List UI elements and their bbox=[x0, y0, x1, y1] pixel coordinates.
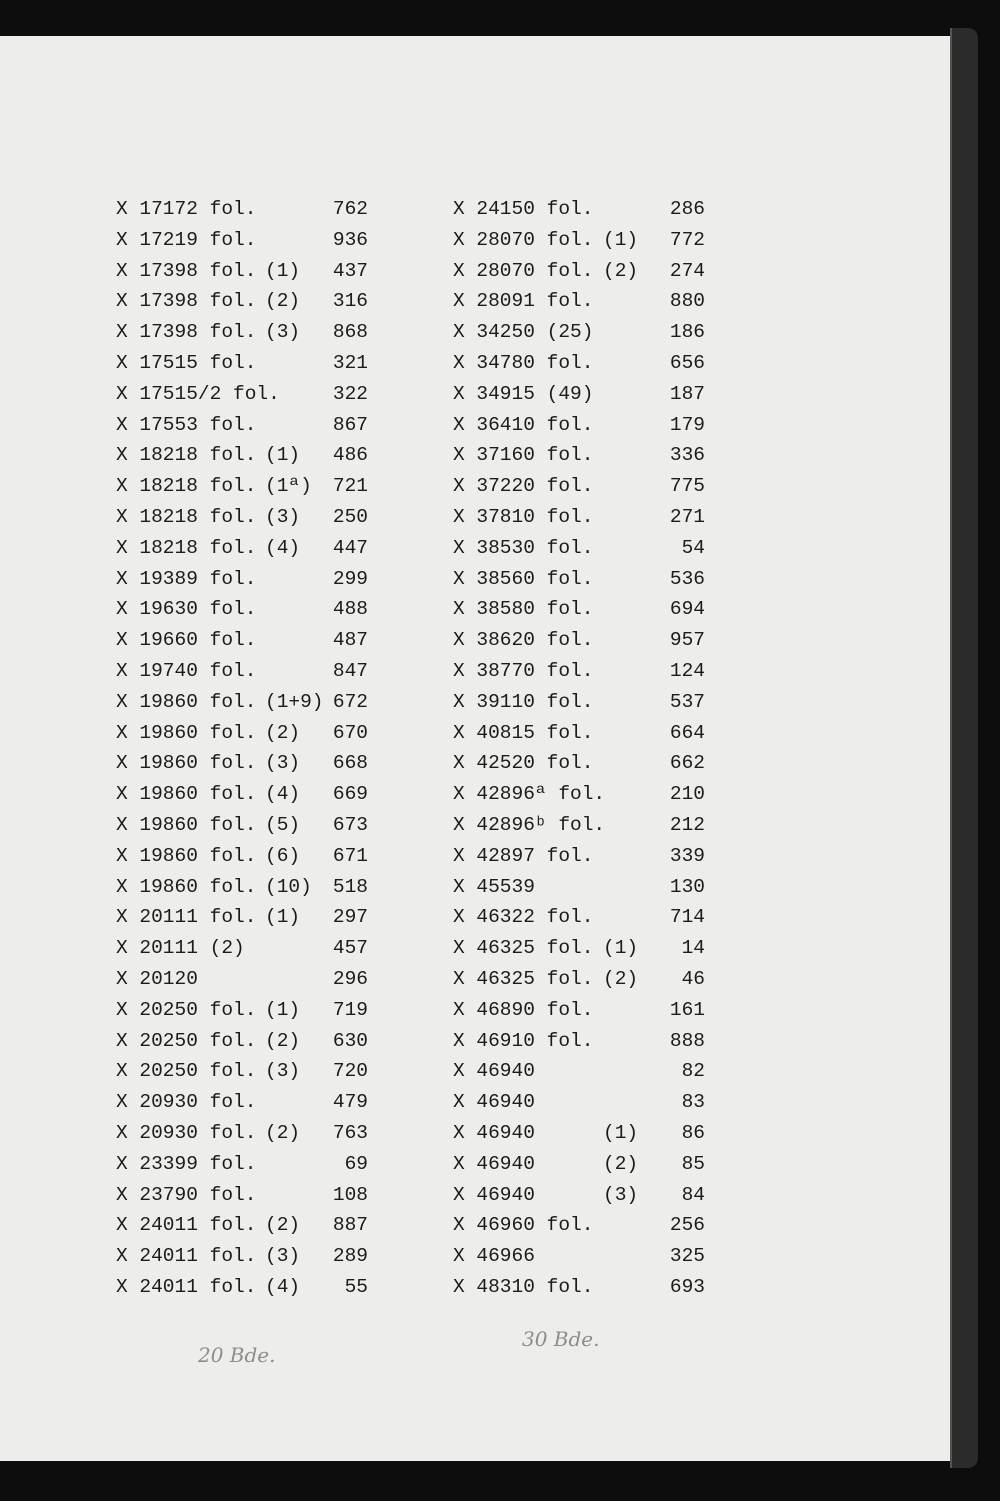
reference-number: 714 bbox=[669, 906, 705, 929]
reference-number: 289 bbox=[332, 1245, 368, 1268]
shelfmark: X 17398 fol. bbox=[116, 321, 257, 344]
shelfmark: X 40815 fol. bbox=[453, 721, 594, 744]
shelfmark: X 46940 bbox=[453, 1183, 535, 1206]
reference-number: 887 bbox=[332, 1214, 368, 1237]
shelfmark: X 38560 fol. bbox=[453, 567, 594, 590]
part-number: (1) bbox=[265, 998, 301, 1021]
reference-number: 82 bbox=[681, 1060, 705, 1083]
shelfmark: X 42520 fol. bbox=[453, 752, 594, 775]
reference-number: 130 bbox=[669, 875, 705, 898]
shelfmark: X 19860 fol. bbox=[116, 752, 257, 775]
reference-number: 479 bbox=[332, 1091, 368, 1114]
reference-number: 316 bbox=[332, 290, 368, 313]
reference-number: 693 bbox=[669, 1275, 705, 1298]
reference-number: 673 bbox=[332, 813, 368, 836]
reference-number: 671 bbox=[332, 844, 368, 867]
reference-number: 83 bbox=[681, 1091, 705, 1114]
reference-number: 296 bbox=[332, 967, 368, 990]
book-spine bbox=[950, 28, 978, 1468]
reference-number: 86 bbox=[681, 1121, 705, 1144]
reference-number: 721 bbox=[332, 475, 368, 498]
shelfmark: X 42896ᵇ fol. bbox=[453, 813, 606, 836]
part-number: (3) bbox=[265, 505, 301, 528]
reference-number: 85 bbox=[681, 1152, 705, 1175]
shelfmark: X 20250 fol. bbox=[116, 1029, 257, 1052]
reference-number: 14 bbox=[681, 937, 705, 960]
reference-number: 437 bbox=[332, 259, 368, 282]
part-number: (4) bbox=[265, 536, 301, 559]
reference-number: 297 bbox=[332, 906, 368, 929]
reference-number: 668 bbox=[332, 752, 368, 775]
shelfmark: X 23790 fol. bbox=[116, 1183, 257, 1206]
shelfmark: X 20250 fol. bbox=[116, 1060, 257, 1083]
reference-number: 868 bbox=[332, 321, 368, 344]
part-number: (1) bbox=[265, 259, 301, 282]
part-number: (3) bbox=[265, 1060, 301, 1083]
shelfmark: X 19389 fol. bbox=[116, 567, 257, 590]
reference-number: 179 bbox=[669, 413, 705, 436]
reference-number: 325 bbox=[669, 1245, 705, 1268]
part-number: (2) bbox=[603, 967, 639, 990]
reference-number: 488 bbox=[332, 598, 368, 621]
part-number: (1) bbox=[603, 937, 639, 960]
reference-number: 719 bbox=[332, 998, 368, 1021]
shelfmark: X 38620 fol. bbox=[453, 629, 594, 652]
reference-number: 775 bbox=[669, 475, 705, 498]
reference-number: 720 bbox=[332, 1060, 368, 1083]
shelfmark: X 19630 fol. bbox=[116, 598, 257, 621]
reference-number: 772 bbox=[669, 228, 705, 251]
shelfmark: X 17398 fol. bbox=[116, 259, 257, 282]
shelfmark: X 24150 fol. bbox=[453, 198, 594, 220]
shelfmark: X 20930 fol. bbox=[116, 1091, 257, 1114]
shelfmark: X 20250 fol. bbox=[116, 998, 257, 1021]
part-number: (1+9) bbox=[265, 690, 324, 713]
part-number: (2) bbox=[603, 259, 639, 282]
reference-number: 46 bbox=[681, 967, 705, 990]
shelfmark: X 46940 bbox=[453, 1091, 535, 1114]
reference-number: 447 bbox=[332, 536, 368, 559]
shelfmark: X 17172 fol. bbox=[116, 198, 257, 220]
shelfmark: X 48310 fol. bbox=[453, 1275, 594, 1298]
part-number: (2) bbox=[265, 1121, 301, 1144]
reference-number: 670 bbox=[332, 721, 368, 744]
reference-number: 339 bbox=[669, 844, 705, 867]
shelfmark: X 36410 fol. bbox=[453, 413, 594, 436]
reference-number: 763 bbox=[332, 1121, 368, 1144]
shelfmark: X 20930 fol. bbox=[116, 1121, 257, 1144]
reference-number: 336 bbox=[669, 444, 705, 467]
reference-number: 124 bbox=[669, 659, 705, 682]
part-number: (10) bbox=[265, 875, 312, 898]
shelfmark: X 42897 fol. bbox=[453, 844, 594, 867]
part-number: (2) bbox=[265, 1214, 301, 1237]
reference-number: 664 bbox=[669, 721, 705, 744]
shelfmark: X 17515 fol. bbox=[116, 351, 257, 374]
reference-number: 108 bbox=[332, 1183, 368, 1206]
shelfmark: X 18218 fol. bbox=[116, 505, 257, 528]
reference-number: 486 bbox=[332, 444, 368, 467]
reference-number: 457 bbox=[332, 937, 368, 960]
reference-number: 299 bbox=[332, 567, 368, 590]
shelfmark: X 19860 fol. bbox=[116, 721, 257, 744]
part-number: (1ª) bbox=[265, 475, 312, 498]
reference-number: 536 bbox=[669, 567, 705, 590]
shelfmark: X 28091 fol. bbox=[453, 290, 594, 313]
part-number: (5) bbox=[265, 813, 301, 836]
part-number: (1) bbox=[265, 444, 301, 467]
shelfmark: X 46890 fol. bbox=[453, 998, 594, 1021]
reference-number: 867 bbox=[332, 413, 368, 436]
shelfmark: X 19860 fol. bbox=[116, 875, 257, 898]
shelfmark: X 18218 fol. bbox=[116, 536, 257, 559]
shelfmark: X 18218 fol. bbox=[116, 444, 257, 467]
part-number: (1) bbox=[265, 906, 301, 929]
part-number: (4) bbox=[265, 1275, 301, 1298]
reference-number: 69 bbox=[344, 1152, 368, 1175]
shelfmark: X 19740 fol. bbox=[116, 659, 257, 682]
shelfmark: X 46960 fol. bbox=[453, 1214, 594, 1237]
part-number: (1) bbox=[603, 1121, 639, 1144]
reference-number: 669 bbox=[332, 783, 368, 806]
part-number: (2) bbox=[265, 721, 301, 744]
shelfmark: X 24011 fol. bbox=[116, 1275, 257, 1298]
handwritten-note-right: 30 Bde. bbox=[522, 1327, 600, 1351]
reference-number: 936 bbox=[332, 228, 368, 251]
reference-number: 630 bbox=[332, 1029, 368, 1052]
reference-number: 55 bbox=[344, 1275, 368, 1298]
part-number: (2) bbox=[265, 290, 301, 313]
shelfmark: X 46325 fol. bbox=[453, 967, 594, 990]
reference-number: 662 bbox=[669, 752, 705, 775]
reference-number: 847 bbox=[332, 659, 368, 682]
reference-number: 161 bbox=[669, 998, 705, 1021]
shelfmark: X 45539 bbox=[453, 875, 535, 898]
shelfmark: X 46940 bbox=[453, 1152, 535, 1175]
shelfmark: X 42896ª fol. bbox=[453, 783, 606, 806]
reference-number: 321 bbox=[332, 351, 368, 374]
shelfmark: X 24011 fol. bbox=[116, 1245, 257, 1268]
reference-number: 888 bbox=[669, 1029, 705, 1052]
shelfmark: X 37220 fol. bbox=[453, 475, 594, 498]
shelfmark: X 46940 bbox=[453, 1121, 535, 1144]
reference-number: 656 bbox=[669, 351, 705, 374]
reference-number: 210 bbox=[669, 783, 705, 806]
shelfmark: X 23399 fol. bbox=[116, 1152, 257, 1175]
reference-number: 212 bbox=[669, 813, 705, 836]
shelfmark: X 17515/2 fol. bbox=[116, 382, 280, 405]
reference-number: 672 bbox=[332, 690, 368, 713]
handwritten-note-left: 20 Bde. bbox=[198, 1343, 276, 1367]
shelfmark: X 17553 fol. bbox=[116, 413, 257, 436]
shelfmark: X 38530 fol. bbox=[453, 536, 594, 559]
reference-number: 256 bbox=[669, 1214, 705, 1237]
reference-number: 694 bbox=[669, 598, 705, 621]
shelfmark: X 46325 fol. bbox=[453, 937, 594, 960]
shelfmark: X 24011 fol. bbox=[116, 1214, 257, 1237]
reference-number: 271 bbox=[669, 505, 705, 528]
shelfmark: X 20120 bbox=[116, 967, 198, 990]
shelfmark: X 34915 (49) bbox=[453, 382, 594, 405]
shelfmark: X 28070 fol. bbox=[453, 259, 594, 282]
reference-number: 518 bbox=[332, 875, 368, 898]
reference-number: 487 bbox=[332, 629, 368, 652]
reference-number: 84 bbox=[681, 1183, 705, 1206]
part-number: (6) bbox=[265, 844, 301, 867]
shelfmark: X 46966 bbox=[453, 1245, 535, 1268]
part-number: (3) bbox=[265, 1245, 301, 1268]
part-number: (4) bbox=[265, 783, 301, 806]
shelfmark: X 37160 fol. bbox=[453, 444, 594, 467]
shelfmark: X 38580 fol. bbox=[453, 598, 594, 621]
shelfmark: X 17398 fol. bbox=[116, 290, 257, 313]
shelfmark: X 38770 fol. bbox=[453, 659, 594, 682]
shelfmark: X 28070 fol. bbox=[453, 228, 594, 251]
shelfmark: X 19860 fol. bbox=[116, 813, 257, 836]
reference-number: 880 bbox=[669, 290, 705, 313]
reference-number: 286 bbox=[669, 198, 705, 220]
reference-number: 54 bbox=[681, 536, 705, 559]
shelfmark: X 19860 fol. bbox=[116, 783, 257, 806]
reference-number: 322 bbox=[332, 382, 368, 405]
reference-number: 274 bbox=[669, 259, 705, 282]
shelfmark: X 18218 fol. bbox=[116, 475, 257, 498]
shelfmark: X 34780 fol. bbox=[453, 351, 594, 374]
reference-number: 187 bbox=[669, 382, 705, 405]
shelfmark: X 39110 fol. bbox=[453, 690, 594, 713]
part-number: (2) bbox=[265, 1029, 301, 1052]
reference-number: 186 bbox=[669, 321, 705, 344]
reference-number: 250 bbox=[332, 505, 368, 528]
shelfmark: X 20111 fol. bbox=[116, 906, 257, 929]
shelfmark: X 46322 fol. bbox=[453, 906, 594, 929]
reference-number: 762 bbox=[332, 198, 368, 220]
reference-number: 537 bbox=[669, 690, 705, 713]
shelfmark: X 46940 bbox=[453, 1060, 535, 1083]
shelfmark: X 20111 (2) bbox=[116, 937, 245, 960]
shelfmark: X 37810 fol. bbox=[453, 505, 594, 528]
shelfmark: X 19660 fol. bbox=[116, 629, 257, 652]
part-number: (3) bbox=[603, 1183, 639, 1206]
shelfmark: X 34250 (25) bbox=[453, 321, 594, 344]
shelfmark: X 17219 fol. bbox=[116, 228, 257, 251]
part-number: (3) bbox=[265, 321, 301, 344]
part-number: (1) bbox=[603, 228, 639, 251]
part-number: (3) bbox=[265, 752, 301, 775]
shelfmark: X 46910 fol. bbox=[453, 1029, 594, 1052]
part-number: (2) bbox=[603, 1152, 639, 1175]
shelfmark: X 19860 fol. bbox=[116, 844, 257, 867]
reference-number: 957 bbox=[669, 629, 705, 652]
shelfmark: X 19860 fol. bbox=[116, 690, 257, 713]
